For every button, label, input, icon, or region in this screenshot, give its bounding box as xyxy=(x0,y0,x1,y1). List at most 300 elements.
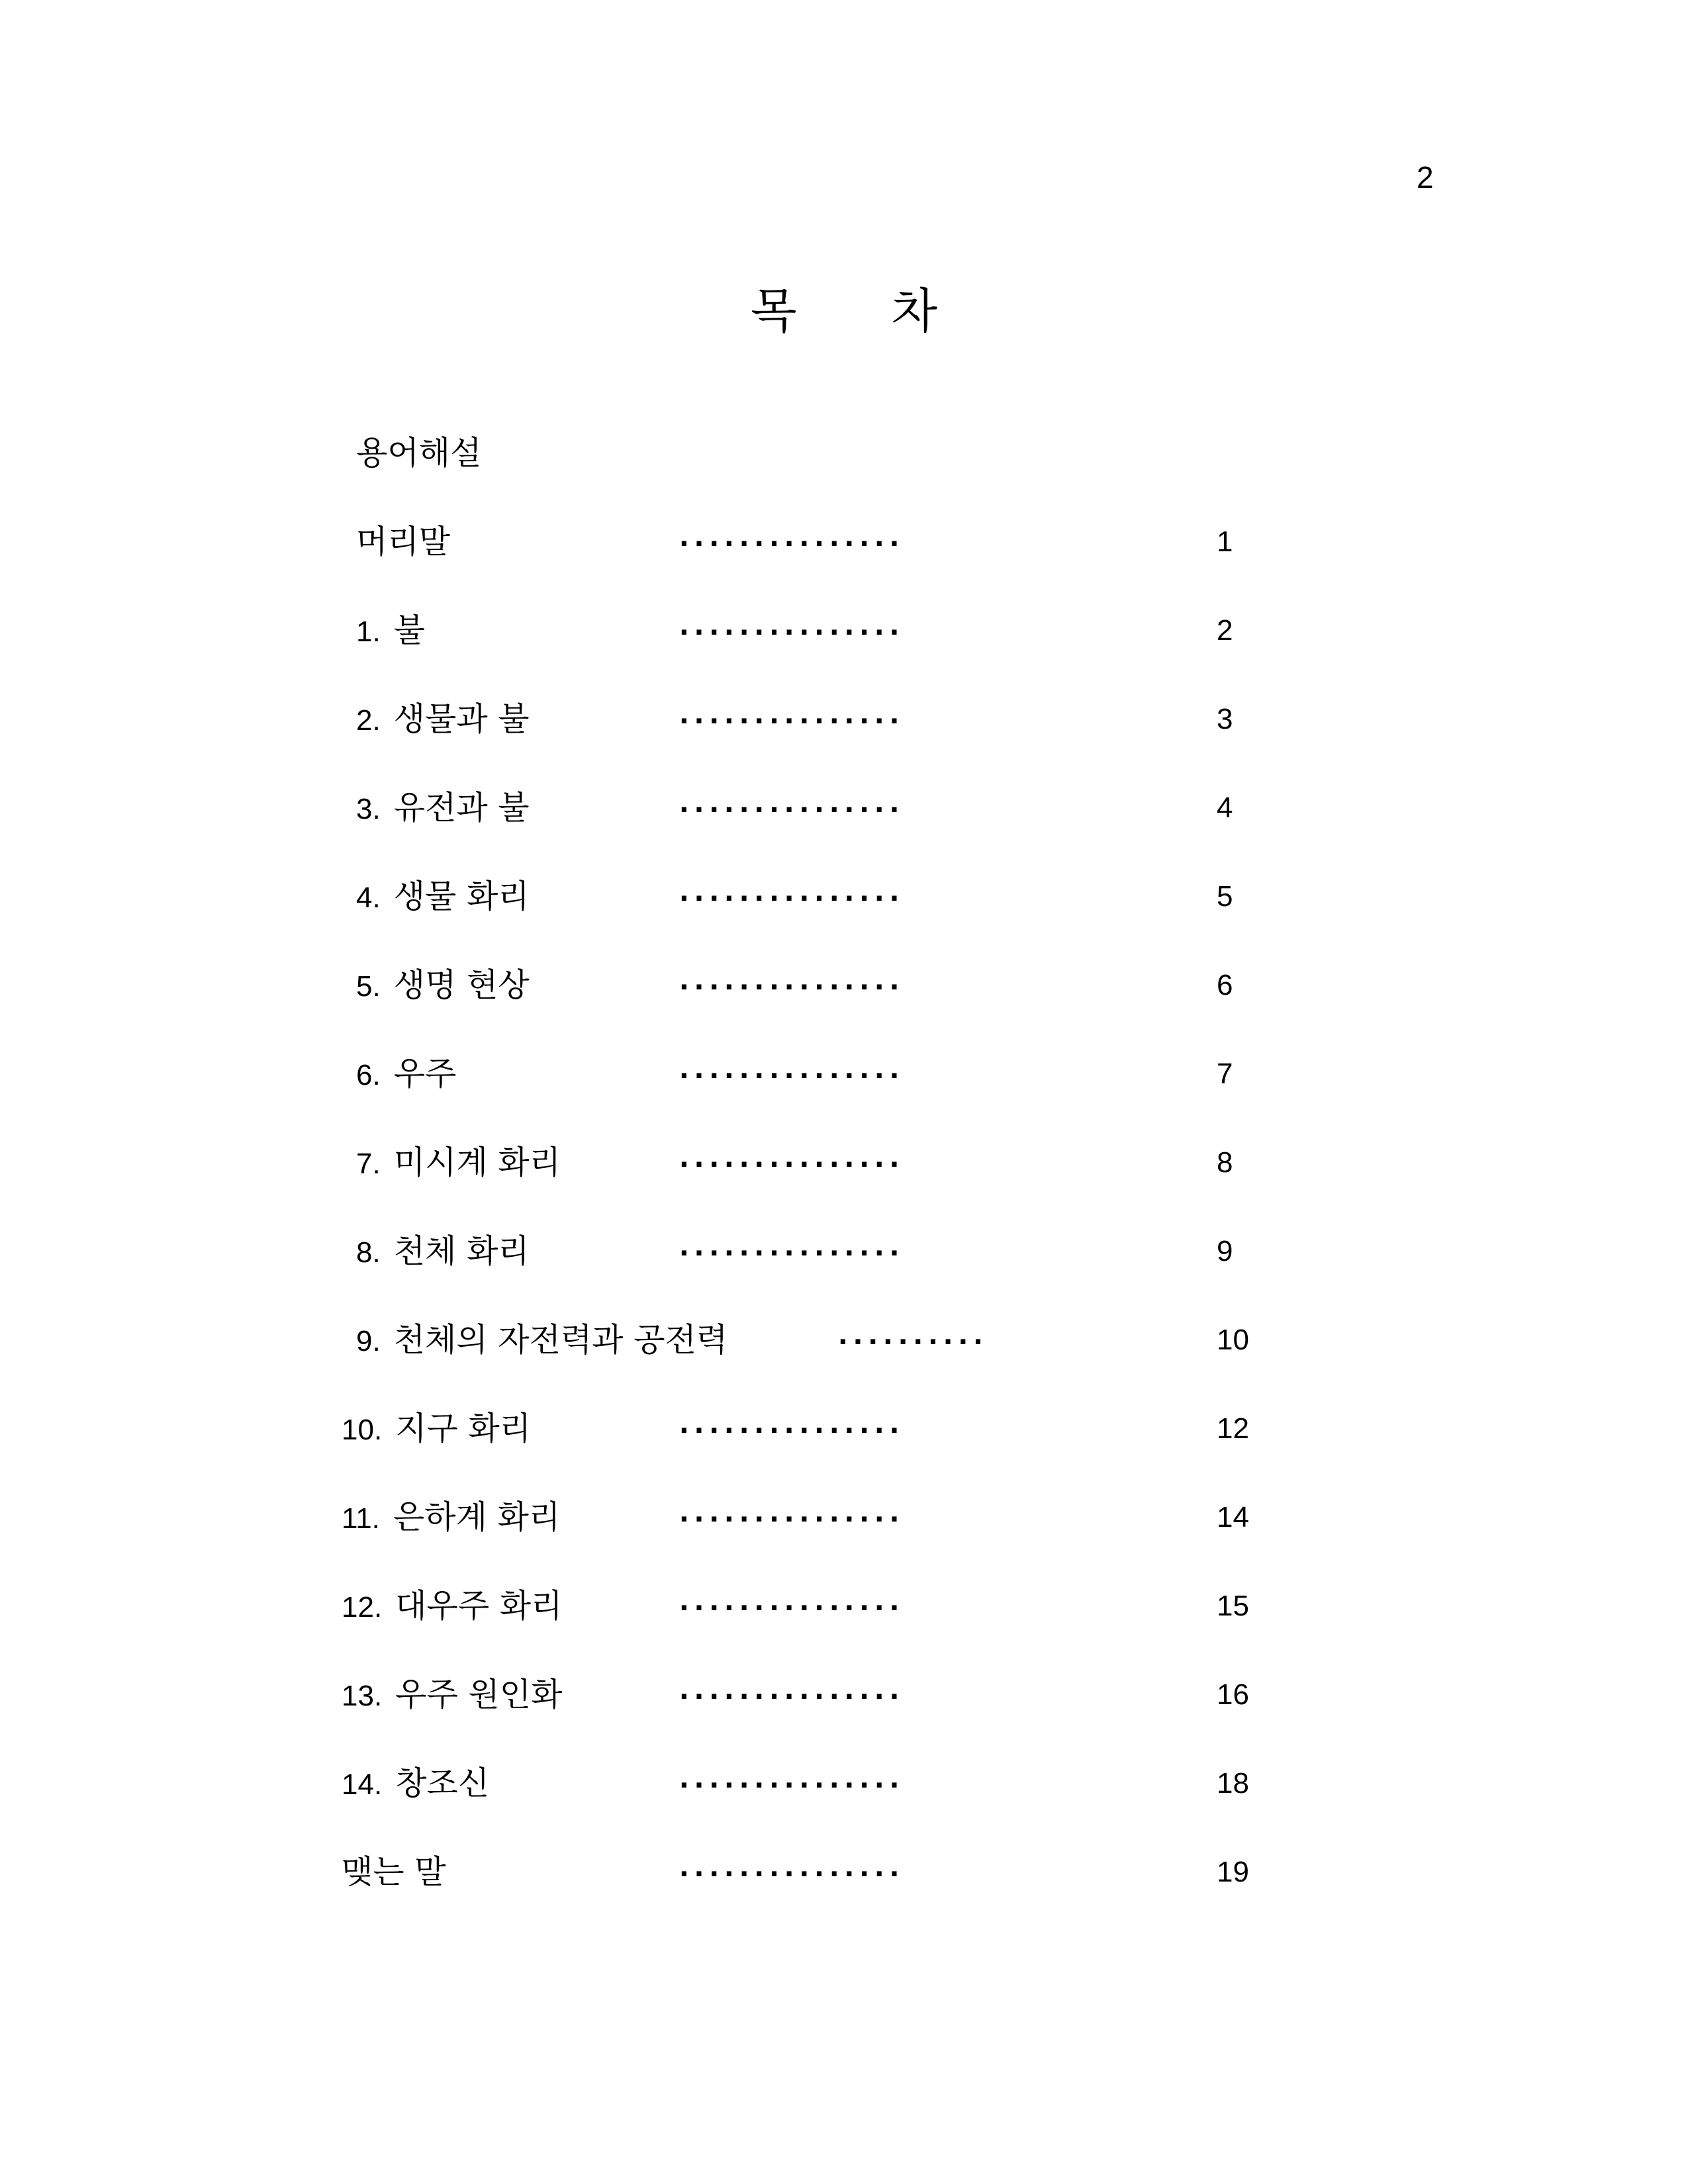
leader-dot: · xyxy=(679,1504,689,1535)
toc-entry-number: 4. xyxy=(356,882,381,914)
leader-dot: · xyxy=(784,1859,794,1889)
toc-entry-page: 1 xyxy=(1217,525,1233,558)
leader-dot: · xyxy=(814,1682,825,1712)
leader-dot: · xyxy=(844,706,855,737)
leader-dot: · xyxy=(739,1682,749,1712)
leader-dot: · xyxy=(844,795,855,825)
leader-dot: · xyxy=(739,1504,749,1535)
leader-dot: · xyxy=(874,617,884,648)
leader-dot: · xyxy=(874,1061,884,1091)
leader-dot: · xyxy=(889,529,900,559)
leader-dot: · xyxy=(784,1682,794,1712)
leader-dot: · xyxy=(814,795,825,825)
toc-entry-number: 9. xyxy=(356,1325,381,1357)
leader-dot: · xyxy=(679,529,689,559)
leader-dot: · xyxy=(844,884,855,914)
leader-dot: · xyxy=(799,1061,810,1091)
leader-dot: · xyxy=(694,706,704,737)
leader-dot: · xyxy=(709,1682,720,1712)
toc-entry-page: 15 xyxy=(1217,1590,1249,1622)
toc-entry-page: 10 xyxy=(1217,1324,1249,1356)
dot-leader xyxy=(677,778,902,840)
leader-dot: · xyxy=(739,1593,749,1623)
toc-entry-page: 6 xyxy=(1217,969,1233,1001)
leader-dot: · xyxy=(769,1061,780,1091)
dot-leader xyxy=(835,1310,986,1372)
leader-dot: · xyxy=(814,1238,825,1269)
leader-dot: · xyxy=(889,1150,900,1180)
leader-dot: · xyxy=(754,1150,765,1180)
leader-dot: · xyxy=(898,1327,908,1357)
leader-dot: · xyxy=(874,1150,884,1180)
leader-dot: · xyxy=(799,1593,810,1623)
leader-dot: · xyxy=(769,1150,780,1180)
leader-dot: · xyxy=(739,1416,749,1446)
leader-dot: · xyxy=(844,1593,855,1623)
leader-dot: · xyxy=(814,1150,825,1180)
leader-dot: · xyxy=(889,1061,900,1091)
leader-dot: · xyxy=(784,1770,794,1801)
toc-entry-number: 2. xyxy=(356,704,381,737)
leader-dot: · xyxy=(814,1593,825,1623)
leader-dot: · xyxy=(874,1504,884,1535)
leader-dot: · xyxy=(769,1682,780,1712)
toc-entry-page: 4 xyxy=(1217,792,1233,824)
leader-dot: · xyxy=(874,1682,884,1712)
leader-dot: · xyxy=(844,1504,855,1535)
leader-dot: · xyxy=(754,1593,765,1623)
leader-dot: · xyxy=(709,1238,720,1269)
leader-dot: · xyxy=(799,972,810,1003)
leader-dot: · xyxy=(739,1770,749,1801)
leader-dot: · xyxy=(814,617,825,648)
leader-dot: · xyxy=(844,1682,855,1712)
dot-leader xyxy=(677,1843,902,1904)
leader-dot: · xyxy=(829,1770,839,1801)
leader-dot: · xyxy=(784,1061,794,1091)
leader-dot: · xyxy=(784,1593,794,1623)
leader-dot: · xyxy=(724,706,734,737)
dot-leader xyxy=(677,512,902,574)
leader-dot: · xyxy=(874,706,884,737)
leader-dot: · xyxy=(814,1504,825,1535)
dot-leader xyxy=(677,1488,902,1549)
leader-dot: · xyxy=(799,795,810,825)
leader-dot: · xyxy=(679,1238,689,1269)
leader-dot: · xyxy=(859,1593,870,1623)
dot-leader xyxy=(677,1222,902,1283)
leader-dot: · xyxy=(829,1416,839,1446)
leader-dot: · xyxy=(784,795,794,825)
leader-dot: · xyxy=(724,1238,734,1269)
leader-dot: · xyxy=(754,1770,765,1801)
leader-dot: · xyxy=(829,1859,839,1889)
dot-leader xyxy=(677,1133,902,1195)
leader-dot: · xyxy=(874,884,884,914)
leader-dot: · xyxy=(769,972,780,1003)
toc-row xyxy=(0,956,1688,1015)
toc-entry-number: 8. xyxy=(356,1236,381,1269)
leader-dot: · xyxy=(868,1327,878,1357)
leader-dot: · xyxy=(874,1770,884,1801)
leader-dot: · xyxy=(724,972,734,1003)
leader-dot: · xyxy=(799,1150,810,1180)
leader-dot: · xyxy=(679,1593,689,1623)
leader-dot: · xyxy=(724,1682,734,1712)
leader-dot: · xyxy=(889,706,900,737)
leader-dot: · xyxy=(754,617,765,648)
leader-dot: · xyxy=(724,1770,734,1801)
leader-dot: · xyxy=(709,529,720,559)
leader-dot: · xyxy=(694,617,704,648)
leader-dot: · xyxy=(829,884,839,914)
leader-dot: · xyxy=(972,1327,984,1357)
leader-dot: · xyxy=(889,1504,900,1535)
leader-dot: · xyxy=(859,795,870,825)
dot-leader xyxy=(677,690,902,751)
toc-entry-page: 7 xyxy=(1217,1058,1233,1090)
leader-dot: · xyxy=(679,972,689,1003)
leader-dot: · xyxy=(913,1327,923,1357)
leader-dot: · xyxy=(859,1150,870,1180)
page-title: 목 차 xyxy=(751,283,977,339)
leader-dot: · xyxy=(799,529,810,559)
leader-dot: · xyxy=(769,1593,780,1623)
dot-leader xyxy=(677,601,902,662)
leader-dot: · xyxy=(859,1061,870,1091)
leader-dot: · xyxy=(739,972,749,1003)
toc-row xyxy=(0,1399,1688,1459)
toc-entry-number: 12. xyxy=(342,1591,383,1623)
toc-entry-number: 5. xyxy=(356,970,381,1003)
toc-row xyxy=(0,690,1688,749)
leader-dot: · xyxy=(724,617,734,648)
toc-row xyxy=(0,1222,1688,1281)
toc-entry-page: 12 xyxy=(1217,1412,1249,1445)
leader-dot: · xyxy=(754,1238,765,1269)
leader-dot: · xyxy=(739,617,749,648)
leader-dot: · xyxy=(709,1061,720,1091)
toc-entry-title: 머리말 xyxy=(356,523,451,561)
leader-dot: · xyxy=(874,795,884,825)
toc-row xyxy=(0,1576,1688,1636)
leader-dot: · xyxy=(694,1416,704,1446)
leader-dot: · xyxy=(679,1859,689,1889)
toc-entry-page: 18 xyxy=(1217,1767,1249,1799)
leader-dot: · xyxy=(694,1504,704,1535)
leader-dot: · xyxy=(814,972,825,1003)
toc-row xyxy=(0,1310,1688,1370)
toc-entry-page: 2 xyxy=(1217,614,1233,647)
leader-dot: · xyxy=(679,1770,689,1801)
toc-entry-title: 6. 우주 xyxy=(356,1055,457,1093)
leader-dot: · xyxy=(829,972,839,1003)
leader-dot: · xyxy=(769,884,780,914)
leader-dot: · xyxy=(739,795,749,825)
leader-dot: · xyxy=(739,529,749,559)
leader-dot: · xyxy=(889,1593,900,1623)
toc-entry-page: 8 xyxy=(1217,1146,1233,1179)
leader-dot: · xyxy=(874,1416,884,1446)
leader-dot: · xyxy=(799,1238,810,1269)
dot-leader xyxy=(677,1399,902,1461)
leader-dot: · xyxy=(814,1416,825,1446)
toc-entry-title: 2. 생물과 불 xyxy=(356,700,530,738)
leader-dot: · xyxy=(739,1061,749,1091)
leader-dot: · xyxy=(837,1327,848,1357)
leader-dot: · xyxy=(799,1682,810,1712)
toc-entry-title: 13. 우주 원인화 xyxy=(342,1676,563,1713)
dot-leader xyxy=(677,1576,902,1638)
leader-dot: · xyxy=(844,1238,855,1269)
toc-entry-number: 3. xyxy=(356,793,381,825)
leader-dot: · xyxy=(709,972,720,1003)
leader-dot: · xyxy=(724,529,734,559)
leader-dot: · xyxy=(799,617,810,648)
leader-dot: · xyxy=(754,1504,765,1535)
leader-dot: · xyxy=(784,884,794,914)
leader-dot: · xyxy=(679,795,689,825)
leader-dot: · xyxy=(724,1416,734,1446)
leader-dot: · xyxy=(679,706,689,737)
leader-dot: · xyxy=(694,972,704,1003)
leader-dot: · xyxy=(739,1859,749,1889)
toc-entry-number: 7. xyxy=(356,1148,381,1180)
toc-entry-number: 10. xyxy=(342,1414,383,1446)
leader-dot: · xyxy=(724,884,734,914)
leader-dot: · xyxy=(769,706,780,737)
leader-dot: · xyxy=(829,1593,839,1623)
toc-row xyxy=(0,1665,1688,1725)
toc-entry-number: 14. xyxy=(342,1768,383,1801)
leader-dot: · xyxy=(754,706,765,737)
leader-dot: · xyxy=(859,1859,870,1889)
leader-dot: · xyxy=(844,1061,855,1091)
leader-dot: · xyxy=(709,884,720,914)
leader-dot: · xyxy=(724,1593,734,1623)
toc-entry-page: 14 xyxy=(1217,1501,1249,1533)
toc-entry-title: 3. 유전과 불 xyxy=(356,789,530,827)
toc-entry-title: 1. 불 xyxy=(356,612,426,649)
leader-dot: · xyxy=(874,529,884,559)
leader-dot: · xyxy=(882,1327,893,1357)
leader-dot: · xyxy=(814,1770,825,1801)
leader-dot: · xyxy=(859,1770,870,1801)
leader-dot: · xyxy=(769,617,780,648)
leader-dot: · xyxy=(694,1061,704,1091)
leader-dot: · xyxy=(844,1859,855,1889)
leader-dot: · xyxy=(889,1859,900,1889)
leader-dot: · xyxy=(844,529,855,559)
leader-dot: · xyxy=(844,1150,855,1180)
toc-entry-page: 3 xyxy=(1217,703,1233,735)
leader-dot: · xyxy=(709,1150,720,1180)
toc-entry-number: 13. xyxy=(342,1680,383,1712)
leader-dot: · xyxy=(694,1150,704,1180)
leader-dot: · xyxy=(829,529,839,559)
toc-entry-title: 9. 천체의 자전력과 공전력 xyxy=(356,1321,728,1359)
leader-dot: · xyxy=(799,706,810,737)
leader-dot: · xyxy=(814,706,825,737)
leader-dot: · xyxy=(889,884,900,914)
leader-dot: · xyxy=(709,706,720,737)
leader-dot: · xyxy=(709,795,720,825)
toc-entry-title: 4. 생물 화리 xyxy=(356,878,530,915)
leader-dot: · xyxy=(829,1504,839,1535)
toc-entry-title: 14. 창조신 xyxy=(342,1764,490,1802)
leader-dot: · xyxy=(859,1416,870,1446)
leader-dot: · xyxy=(799,1770,810,1801)
leader-dot: · xyxy=(754,1061,765,1091)
leader-dot: · xyxy=(829,1150,839,1180)
toc-entry-page: 5 xyxy=(1217,880,1233,913)
leader-dot: · xyxy=(784,1238,794,1269)
leader-dot: · xyxy=(859,706,870,737)
leader-dot: · xyxy=(853,1327,863,1357)
dot-leader xyxy=(677,1754,902,1815)
leader-dot: · xyxy=(799,1859,810,1889)
leader-dot: · xyxy=(769,1238,780,1269)
toc-row xyxy=(0,512,1688,572)
leader-dot: · xyxy=(889,795,900,825)
leader-dot: · xyxy=(709,1593,720,1623)
toc-entry-page: 19 xyxy=(1217,1856,1249,1888)
leader-dot: · xyxy=(889,972,900,1003)
toc-row xyxy=(0,1843,1688,1902)
dot-leader xyxy=(677,956,902,1017)
leader-dot: · xyxy=(889,1416,900,1446)
leader-dot: · xyxy=(859,1682,870,1712)
leader-dot: · xyxy=(889,1238,900,1269)
leader-dot: · xyxy=(784,617,794,648)
leader-dot: · xyxy=(859,972,870,1003)
leader-dot: · xyxy=(739,706,749,737)
leader-dot: · xyxy=(754,884,765,914)
leader-dot: · xyxy=(814,884,825,914)
leader-dot: · xyxy=(739,1150,749,1180)
leader-dot: · xyxy=(799,884,810,914)
leader-dot: · xyxy=(709,1416,720,1446)
toc-entry-page: 16 xyxy=(1217,1678,1249,1711)
leader-dot: · xyxy=(799,1504,810,1535)
leader-dot: · xyxy=(754,1416,765,1446)
leader-dot: · xyxy=(829,1238,839,1269)
toc-row-glossary xyxy=(0,424,1688,483)
leader-dot: · xyxy=(724,1061,734,1091)
leader-dot: · xyxy=(889,617,900,648)
toc-entry-title: 8. 천체 화리 xyxy=(356,1232,530,1270)
leader-dot: · xyxy=(694,1593,704,1623)
leader-dot: · xyxy=(844,1416,855,1446)
toc-entry-title: 12. 대우주 화리 xyxy=(342,1587,563,1625)
leader-dot: · xyxy=(679,1150,689,1180)
leader-dot: · xyxy=(769,1859,780,1889)
leader-dot: · xyxy=(769,1504,780,1535)
leader-dot: · xyxy=(943,1327,953,1357)
dot-leader xyxy=(677,867,902,929)
leader-dot: · xyxy=(927,1327,939,1357)
leader-dot: · xyxy=(829,617,839,648)
leader-dot: · xyxy=(754,1682,765,1712)
toc-row xyxy=(0,1488,1688,1547)
leader-dot: · xyxy=(784,1504,794,1535)
toc-entry-title: 맺는 말 xyxy=(342,1853,446,1891)
leader-dot: · xyxy=(739,1238,749,1269)
leader-dot: · xyxy=(874,1238,884,1269)
leader-dot: · xyxy=(784,972,794,1003)
leader-dot: · xyxy=(694,1859,704,1889)
leader-dot: · xyxy=(724,795,734,825)
leader-dot: · xyxy=(958,1327,968,1357)
leader-dot: · xyxy=(769,529,780,559)
leader-dot: · xyxy=(859,1238,870,1269)
toc-entry-title: 5. 생명 현상 xyxy=(356,966,530,1004)
leader-dot: · xyxy=(709,1770,720,1801)
toc-entry-number: 6. xyxy=(356,1059,381,1091)
leader-dot: · xyxy=(814,1061,825,1091)
toc-entry-page: 9 xyxy=(1217,1235,1233,1267)
leader-dot: · xyxy=(859,884,870,914)
leader-dot: · xyxy=(754,529,765,559)
leader-dot: · xyxy=(859,1504,870,1535)
page-number: 2 xyxy=(1417,160,1434,195)
leader-dot: · xyxy=(754,1859,765,1889)
toc-entry-title: 용어해설 xyxy=(356,434,482,472)
leader-dot: · xyxy=(799,1416,810,1446)
leader-dot: · xyxy=(874,1593,884,1623)
leader-dot: · xyxy=(784,1150,794,1180)
leader-dot: · xyxy=(844,1770,855,1801)
toc-row xyxy=(0,1133,1688,1193)
leader-dot: · xyxy=(859,617,870,648)
leader-dot: · xyxy=(679,1416,689,1446)
leader-dot: · xyxy=(784,706,794,737)
toc-entry-number: 1. xyxy=(356,615,381,648)
toc-row xyxy=(0,778,1688,838)
leader-dot: · xyxy=(724,1859,734,1889)
toc-entry-title: 11. 은하계 화리 xyxy=(342,1498,561,1536)
leader-dot: · xyxy=(709,617,720,648)
leader-dot: · xyxy=(754,972,765,1003)
leader-dot: · xyxy=(829,1061,839,1091)
leader-dot: · xyxy=(889,1770,900,1801)
leader-dot: · xyxy=(814,1859,825,1889)
leader-dot: · xyxy=(679,884,689,914)
leader-dot: · xyxy=(679,1682,689,1712)
leader-dot: · xyxy=(694,529,704,559)
leader-dot: · xyxy=(694,884,704,914)
leader-dot: · xyxy=(784,529,794,559)
leader-dot: · xyxy=(724,1150,734,1180)
toc-row xyxy=(0,1754,1688,1813)
toc-row xyxy=(0,867,1688,927)
leader-dot: · xyxy=(754,795,765,825)
table-of-contents xyxy=(0,424,1688,1946)
leader-dot: · xyxy=(784,1416,794,1446)
toc-row xyxy=(0,1044,1688,1104)
leader-dot: · xyxy=(829,706,839,737)
leader-dot: · xyxy=(859,529,870,559)
leader-dot: · xyxy=(769,1770,780,1801)
toc-entry-number: 11. xyxy=(342,1502,380,1535)
leader-dot: · xyxy=(679,1061,689,1091)
leader-dot: · xyxy=(769,795,780,825)
leader-dot: · xyxy=(694,1770,704,1801)
toc-entry-title: 10. 지구 화리 xyxy=(342,1410,532,1447)
toc-entry-title: 7. 미시계 화리 xyxy=(356,1144,561,1181)
toc-row xyxy=(0,601,1688,660)
leader-dot: · xyxy=(874,972,884,1003)
